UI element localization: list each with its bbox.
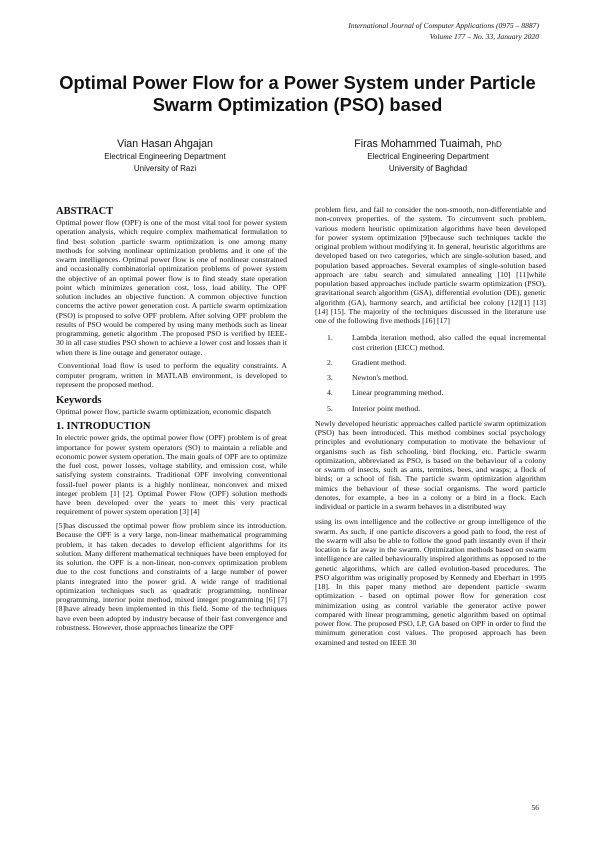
list-number: 5. [327,403,333,413]
list-text: Newton's method. [352,373,409,382]
author-department: Electrical Engineering Department [104,152,226,161]
abstract-paragraph: Conventional load flow is used to perform the equality constraints. A computer program, written in MATLAB environment, is developed to represent the proposed method. [56,361,287,389]
body-paragraph: using its own intelligence and the collective or group intelligence of the swarm. As such, if one particle discovers a good path to food, the rest of the swarm will also be able to follow the good path instantly even if their location is far away in the swarm. Optimization methods based on swarm intelligence are called behaviourally inspired algorithms as opposed to the genetic algorithms, which are called evolution-based procedures. The PSO algorithm was originally proposed by Kennedy and Eberhart in 1995 [18]. In this paper many method are dependent particle swarm optimization - based on optimal power flow for generation cost minimization using as control variable the generator active power compared with linear programming, genetic algorithm based on optimal power flow. The proposed PSO, LP, GA based on OPF in order to find the minimum generation cost values. The proposed approach has been examined and tested on IEEE 30 [315,517,546,647]
author-department: Electrical Engineering Department [367,152,489,161]
list-item [327,358,546,367]
methods-list [315,333,546,413]
journal-name: International Journal of Computer Applications (0975 – 8887) [348,21,539,30]
abstract-paragraph: Optimal power flow (OPF) is one of the most vital tool for power system operation analysis, which require complex mathematical formulation to find best solution .particle swarm optimization is one among many methods for solving nonlinear optimization problems and it one of the swarm intelligences. Optimal power flow is one of nonlinear constrained and occasionally combinatorial optimization problems of power system the objective of an optimal power flow is to find steady state operation point which minimizes generation cost, loss, load ability. The OPF solution includes an objective function. A common objective function concerns the active power generation cost. A particle swarm optimization (PSO) is proposed to solve OPF problem. After solving OPF problem the results of PSO would be compered by using many methods such as linear programming, genetic algorithm .The proposed PSO is verified by IEEE-30 in all case studies PSO shown to achieve a lower cost and losses than it when there is line outage and generator outage. [56,218,287,357]
abstract-heading: ABSTRACT [56,206,114,217]
body-paragraph: In electric power grids, the optimal power flow (OPF) problem is of great importance for power system operators (SO) to maintain a reliable and economic power system operation. The main goals of OPF are to optimize the fuel cost, power losses, voltage stability, and emission cost, while satisfying system constraints. Traditional OPF involving conventional fossil-fuel power plants is a highly nonlinear, nonconvex and mixed integer problem [1] [2]. Optimal Power Flow (OPF) solution methods have been developed over the years to meet this very practical requirement of power system operation [3] [4] [56,433,287,517]
journal-volume: Volume 177 – No. 33, January 2020 [429,32,539,41]
list-text: Interior point method. [352,403,421,413]
keywords-text: Optimal power flow, particle swarm optimization, economic dispatch [56,406,271,416]
author-university: University of Baghdad [388,163,468,173]
keywords-heading: Keywords [56,394,102,406]
list-number: 1. [327,333,333,343]
left-column [56,205,287,632]
page-number: 56 [531,803,539,812]
list-item [327,373,546,382]
right-column [315,205,546,647]
author-name: Firas Mohammed Tuaimah, PhD [354,138,502,150]
author-block-2 [303,138,553,174]
list-number: 4. [327,388,333,398]
list-text: Linear programming method. [352,388,444,398]
introduction-heading: 1. INTRODUCTION [56,421,151,433]
list-number: 3. [327,373,333,382]
author-name: Vian Hasan Ahgajan [117,138,213,150]
list-text: Lambda iteration method, also called the equal incremental cost criterion (EICC) method. [352,333,546,352]
list-item [327,388,546,397]
author-university: University of Razi [133,163,197,173]
journal-header [348,20,539,42]
paper-title: Optimal Power Flow for a Power System under Particle Swarm Optimization (PSO) based [59,72,536,115]
author-block-1 [40,138,290,174]
list-item [327,333,546,352]
author-degree: PhD [486,140,502,149]
body-paragraph: problem first, and fail to consider the non-smooth, non-differentiable and non-convex properties. of the system. To circumvent such problem, various modern heuristic optimization algorithms have been developed for power system optimization [9]because such techniques tackle the original problem without modifying it. In general, heuristic algorithms are developed based on two categories, which are single-solution based, and population based approaches. Several examples of single-solution based approach are tabu search and simulated annealing [10] [11]while population based approaches include particle swarm optimization (PSO), gravitational search algorithm (GSA), differential evolution (DE), genetic algorithm (GA), harmony search, and artificial bee colony [12][1] [13][14] [15]. The majority of the techniques discussed in the literature use one of the following five methods [16] [17] [315,205,546,325]
list-item [327,404,546,413]
list-number: 2. [327,357,333,367]
body-paragraph: Newly developed heuristic approaches called particle swarm optimization (PSO) has been introduced. This method combines social psychology principles and evolutionary computation to motivate the behaviour of organisms such as fish schooling, bird flocking, etc. Particle swarm optimization, abbreviated as PSO, is based on the behaviour of a colony or swarm of insects, such as ants, termites, bees, and wasps; a flock of birds; or a school of fish. The particle swarm optimization algorithm mimics the behaviour of these social organisms. The word particle denotes, for example, a bee in a colony or a bird in a flock. Each individual or particle in a swarm behaves in a distributed way [315,418,546,511]
list-text: Gradient method. [352,357,407,367]
body-paragraph: [5]has discussed the optimal power flow problem since its introduction. Because the OPF is a very large, non-linear mathematical programming problem, it has taken decades to develop efficient algorithms for its solution. Many different mathematical techniques have been employed for its solution. the OPF is a non-linear, non-convex optimization problem due to the cost functions and constraints of a large number of power plants integrated into the power grid. A wide range of traditional optimization techniques such as quadratic programming, nonlinear programming, interior point method, mixed integer programming [6] [7] [8]have already been implemented in this field. Some of the techniques have even been adopted by industry because of their fast convergence and robustness. However, those approaches linearize the OPF [56,521,287,632]
